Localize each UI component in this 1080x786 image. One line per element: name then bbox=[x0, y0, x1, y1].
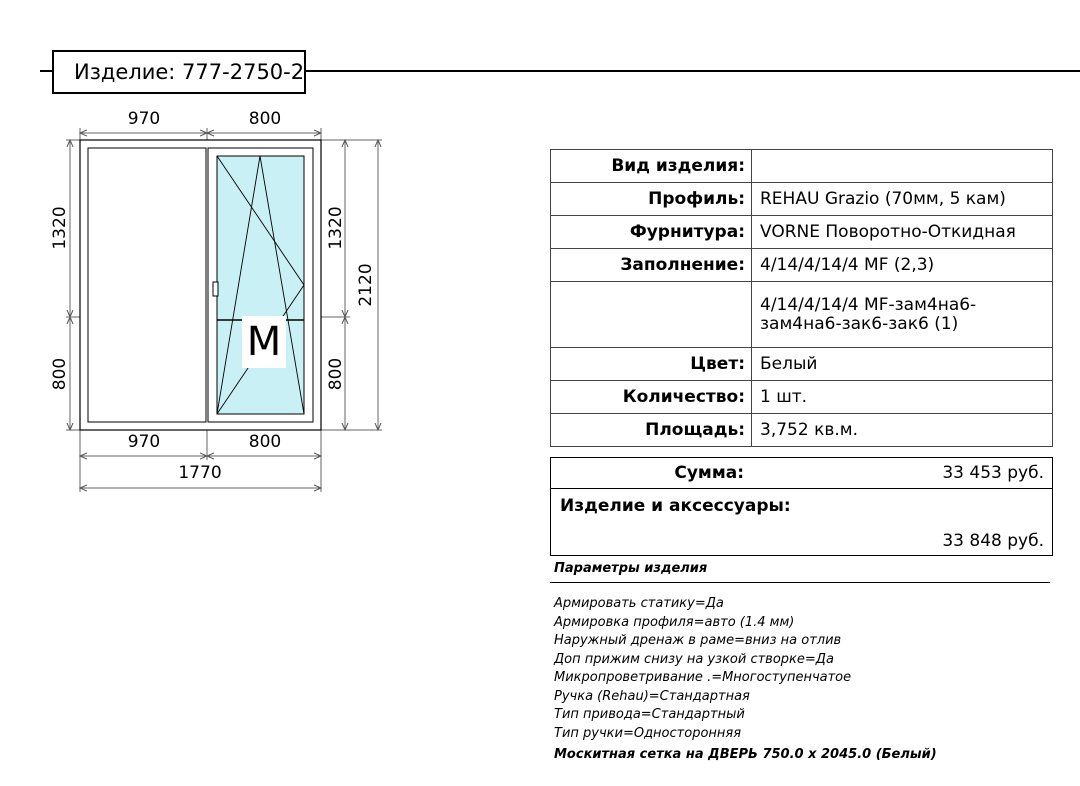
dim-bottom-left: 970 bbox=[127, 432, 161, 452]
param-item: Наружный дренаж в раме=вниз на отлив bbox=[554, 633, 842, 648]
product-title: Изделие: 777-2750-2 bbox=[52, 50, 306, 94]
spec-value: 4/14/4/14/4 MF-зам4на6-зам4на6-зак6-зак6 (1) bbox=[752, 282, 1053, 348]
dim-right-upper: 1320 bbox=[326, 206, 346, 250]
spec-row-quantity bbox=[551, 381, 1053, 414]
accessories-value: 33 848 руб. bbox=[942, 531, 1044, 551]
spec-label: Фурнитура: bbox=[551, 216, 752, 249]
params-rule bbox=[550, 582, 1050, 583]
mosquito-net-note: Москитная сетка на ДВЕРЬ 750.0 x 2045.0 (Белый) bbox=[554, 747, 937, 762]
params-list bbox=[554, 595, 851, 743]
dim-right-lower: 800 bbox=[326, 357, 346, 391]
spec-value: 4/14/4/14/4 MF (2,3) bbox=[752, 249, 1053, 282]
spec-row-hardware bbox=[551, 216, 1053, 249]
window-schematic bbox=[40, 100, 400, 500]
spec-row-glazing-2 bbox=[551, 282, 1053, 348]
sum-label: Сумма: bbox=[674, 463, 744, 483]
window-drawing bbox=[40, 100, 400, 500]
spec-row-type bbox=[551, 150, 1053, 183]
spec-value bbox=[752, 150, 1053, 183]
spec-label: Цвет: bbox=[551, 348, 752, 381]
spec-value: 1 шт. bbox=[752, 381, 1053, 414]
spec-label: Количество: bbox=[551, 381, 752, 414]
sum-row bbox=[551, 458, 1052, 489]
dim-top-left: 970 bbox=[127, 109, 161, 129]
spec-value: VORNE Поворотно-Откидная bbox=[752, 216, 1053, 249]
spec-row-profile bbox=[551, 183, 1053, 216]
spec-table bbox=[550, 149, 1053, 447]
spec-row-area bbox=[551, 414, 1053, 447]
param-item: Ручка (Rehau)=Стандартная bbox=[554, 688, 750, 704]
spec-label: Площадь: bbox=[551, 414, 752, 447]
dim-total-width: 1770 bbox=[178, 463, 222, 483]
spec-label: Заполнение: bbox=[551, 249, 752, 282]
dim-left-lower: 800 bbox=[50, 357, 70, 391]
spec-label: Вид изделия: bbox=[551, 150, 752, 183]
param-item: Доп прижим снизу на узкой створке=Да bbox=[554, 651, 834, 667]
spec-label: Профиль: bbox=[551, 183, 752, 216]
spec-value: REHAU Grazio (70мм, 5 кам) bbox=[752, 183, 1053, 216]
dim-left-upper: 1320 bbox=[50, 206, 70, 250]
spec-row-glazing bbox=[551, 249, 1053, 282]
dim-top-right: 800 bbox=[248, 109, 282, 129]
spec-label bbox=[551, 282, 752, 348]
param-item: Тип привода=Стандартный bbox=[554, 707, 745, 722]
param-item: Тип ручки=Односторонняя bbox=[554, 725, 742, 741]
dim-bottom-right: 800 bbox=[248, 432, 282, 452]
mosquito-net-mark: M bbox=[242, 316, 286, 368]
param-item: Армировать статику=Да bbox=[554, 596, 724, 611]
spec-row-color bbox=[551, 348, 1053, 381]
spec-value: Белый bbox=[752, 348, 1053, 381]
dim-total-height: 2120 bbox=[356, 263, 376, 307]
accessories-label: Изделие и аксессуары: bbox=[560, 496, 791, 516]
sum-value: 33 453 руб. bbox=[942, 463, 1044, 483]
param-item: Армировка профиля=авто (1.4 мм) bbox=[554, 614, 795, 630]
spec-value: 3,752 кв.м. bbox=[752, 414, 1053, 447]
param-item: Микропроветривание .=Многоступенчатое bbox=[554, 670, 852, 685]
params-title: Параметры изделия bbox=[554, 561, 708, 576]
totals-box bbox=[550, 457, 1053, 556]
